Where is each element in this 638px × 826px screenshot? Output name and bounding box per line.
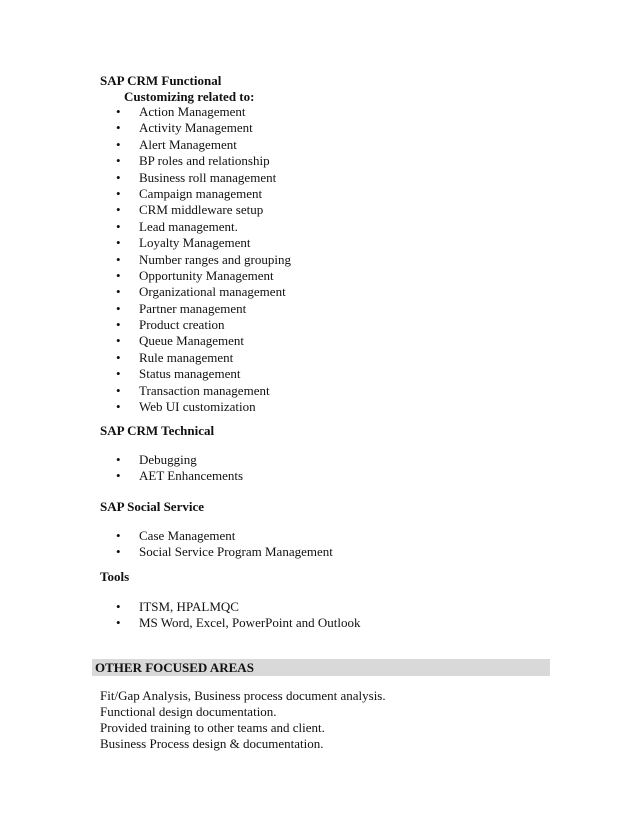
paragraph-line: Fit/Gap Analysis, Business process document analysis.: [100, 688, 386, 703]
list-item-label: Rule management: [139, 349, 234, 365]
list-item-label: Queue Management: [139, 333, 245, 349]
section-title-functional: SAP CRM Functional: [100, 73, 222, 88]
list-item: [116, 252, 291, 268]
bullet-icon: •: [116, 153, 121, 169]
bullet-icon: •: [116, 251, 121, 267]
list-item-label: CRM middleware setup: [139, 202, 264, 218]
list-item-label: Lead management.: [139, 218, 238, 234]
bullet-icon: •: [116, 317, 121, 333]
bullet-icon: •: [116, 284, 121, 300]
section-subtitle-customizing: Customizing related to:: [124, 89, 255, 104]
bullet-icon: •: [116, 202, 121, 218]
list-item: [116, 599, 361, 615]
bullet-icon: •: [116, 136, 121, 152]
section-title-other-focused-areas: OTHER FOCUSED AREAS: [95, 660, 254, 675]
list-item: [116, 186, 291, 202]
list-item: [116, 317, 291, 333]
list-item: [116, 383, 291, 399]
paragraph-line: Provided training to other teams and client.: [100, 720, 325, 735]
section-title-technical: SAP CRM Technical: [100, 423, 215, 438]
list-item: [116, 350, 291, 366]
paragraph-line: Business Process design & documentation.: [100, 736, 324, 751]
bullet-icon: •: [116, 333, 121, 349]
bullet-icon: •: [116, 544, 121, 560]
list-item: [116, 301, 291, 317]
list-item-label: Action Management: [139, 104, 246, 119]
list-item-label: Activity Management: [139, 120, 253, 136]
bullet-icon: •: [116, 382, 121, 398]
list-item-label: MS Word, Excel, PowerPoint and Outlook: [139, 615, 361, 631]
bullet-icon: •: [116, 366, 121, 382]
list-item: [116, 268, 291, 284]
list-item: [116, 120, 291, 136]
list-item: [116, 137, 291, 153]
functional-list: [116, 104, 291, 415]
list-item: [116, 615, 361, 631]
list-item-label: Business roll management: [139, 169, 277, 185]
bullet-icon: •: [116, 169, 121, 185]
list-item-label: AET Enhancements: [139, 468, 244, 484]
list-item: [116, 284, 291, 300]
list-item-label: Loyalty Management: [139, 235, 251, 251]
list-item-label: BP roles and relationship: [139, 153, 270, 169]
bullet-icon: •: [116, 599, 121, 614]
list-item-label: ITSM, HPALMQC: [139, 599, 239, 614]
section-title-tools: Tools: [100, 569, 130, 584]
bullet-icon: •: [116, 300, 121, 316]
bullet-icon: •: [116, 452, 121, 467]
bullet-icon: •: [116, 615, 121, 631]
social-service-list: [116, 528, 333, 561]
bullet-icon: •: [116, 185, 121, 201]
list-item: [116, 333, 291, 349]
bullet-icon: •: [116, 235, 121, 251]
list-item-label: Organizational management: [139, 284, 286, 300]
list-item-label: Web UI customization: [139, 399, 256, 415]
list-item: [116, 219, 291, 235]
list-item-label: Product creation: [139, 317, 225, 333]
bullet-icon: •: [116, 399, 121, 415]
list-item: [116, 452, 243, 468]
list-item: [116, 153, 291, 169]
list-item-label: Transaction management: [139, 382, 270, 398]
list-item-label: Number ranges and grouping: [139, 251, 291, 267]
bullet-icon: •: [116, 468, 121, 484]
list-item-label: Debugging: [139, 452, 197, 467]
list-item-label: Alert Management: [139, 136, 237, 152]
list-item-label: Partner management: [139, 300, 247, 316]
list-item: [116, 104, 291, 120]
list-item: [116, 544, 333, 560]
list-item: [116, 366, 291, 382]
list-item: [116, 528, 333, 544]
list-item: [116, 170, 291, 186]
section-banner-other-focused-areas: [92, 659, 550, 676]
technical-list: [116, 452, 243, 485]
list-item: [116, 468, 243, 484]
bullet-icon: •: [116, 218, 121, 234]
bullet-icon: •: [116, 104, 121, 119]
list-item-label: Social Service Program Management: [139, 544, 333, 560]
list-item: [116, 235, 291, 251]
tools-list: [116, 599, 361, 632]
paragraph-line: Functional design documentation.: [100, 704, 277, 719]
section-title-social-service: SAP Social Service: [100, 499, 204, 514]
bullet-icon: •: [116, 349, 121, 365]
bullet-icon: •: [116, 120, 121, 136]
list-item: [116, 399, 291, 415]
bullet-icon: •: [116, 528, 121, 543]
list-item: [116, 202, 291, 218]
list-item-label: Status management: [139, 366, 241, 382]
bullet-icon: •: [116, 267, 121, 283]
list-item-label: Case Management: [139, 528, 236, 543]
list-item-label: Opportunity Management: [139, 267, 274, 283]
list-item-label: Campaign management: [139, 185, 263, 201]
